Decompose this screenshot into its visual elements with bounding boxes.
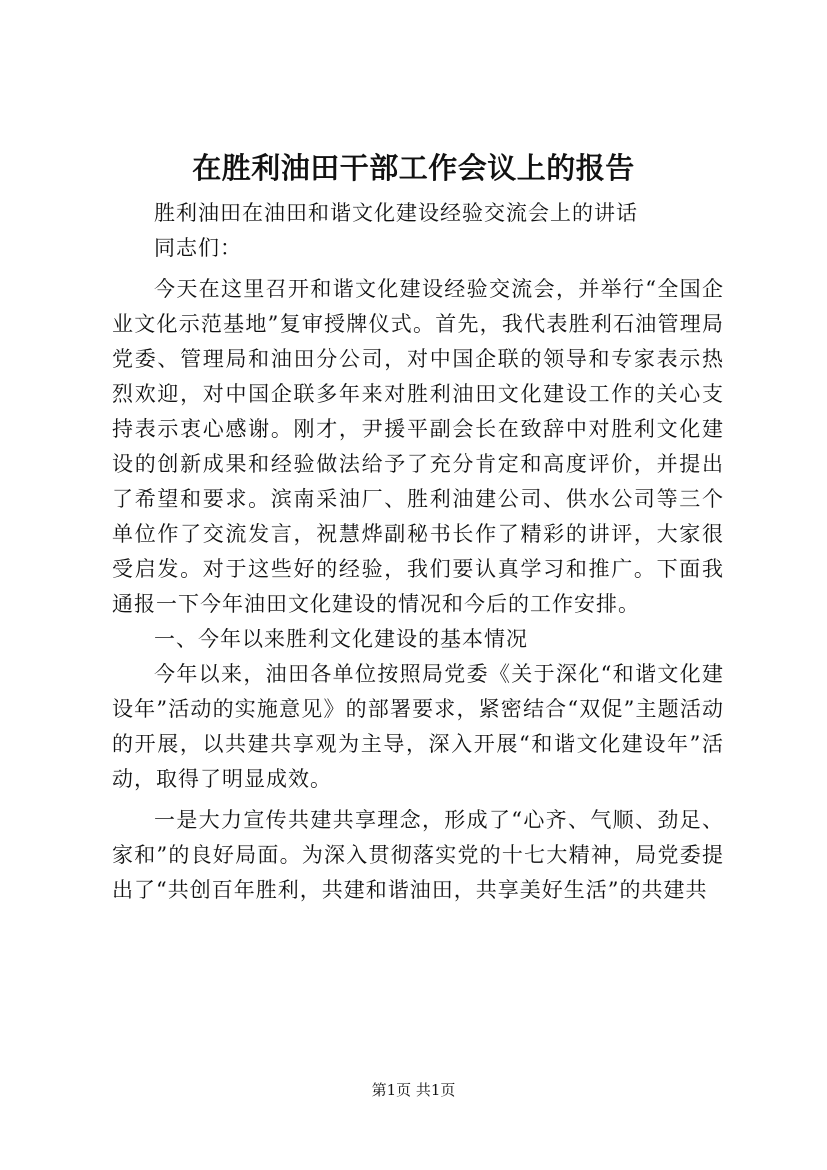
body-paragraph: 今天在这里召开和谐文化建设经验交流会，并举行“全国企业文化示范基地”复审授牌仪式。首先，我代表胜利石油管理局党委、管理局和油田分公司，对中国企联的领导和专家表示热烈欢迎，对中国企联多年来对胜利油田文化建设工作的关心支持表示衷心感谢。刚才，尹援平副会长在致辞中对胜利文化建设的创新成果和经验做法给予了充分肯定和高度评价，并提出了希望和要求。滨南采油厂、胜利油建公司、供水公司等三个单位作了交流发言，祝慧烨副秘书长作了精彩的讲评，大家很受启发。对于这些好的经验，我们要认真学习和推广。下面我通报一下今年油田文化建设的情况和今后的工作安排。 (112, 277, 724, 616)
document-title: 在胜利油田干部工作会议上的报告 (192, 151, 635, 185)
body-paragraph: 今年以来，油田各单位按照局党委《关于深化“和谐文化建设年”活动的实施意见》的部署要求，紧密结合“双促”主题活动的开展，以共建共享观为主导，深入开展“和谐文化建设年”活动，取得了明显成效。 (112, 662, 724, 791)
body-paragraph: 一是大力宣传共建共享理念，形成了“心齐、气顺、劲足、家和”的良好局面。为深入贯彻落实党的十七大精神，局党委提出了“共创百年胜利，共建和谐油田，共享美好生活”的共建共 (112, 808, 724, 902)
section-heading: 一、今年以来胜利文化建设的基本情况 (154, 627, 528, 651)
page-number-footer: 第1页 共1页 (371, 1081, 456, 1099)
subtitle-paragraph: 胜利油田在油田和谐文化建设经验交流会上的讲话 (154, 201, 638, 225)
document-body (112, 196, 724, 908)
salutation-paragraph: 同志们： (154, 236, 242, 260)
